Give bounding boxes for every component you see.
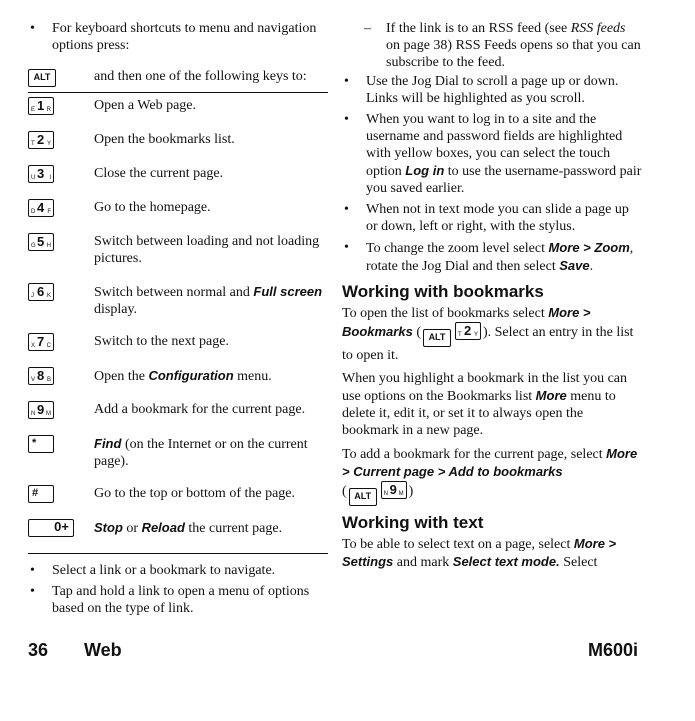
select-text-mode: Select text mode. [452,554,560,569]
stylus-tip: • When not in text mode you can slide a page up or down, left or right, with the stylus. [342,201,642,235]
shortcut-row [28,397,328,431]
key-hash-icon: # [28,485,54,503]
alt-key-icon: ALT [423,329,451,347]
key-9-icon: 9 N M [381,481,407,499]
shortcut-action: Switch between normal and Full screen display. [94,284,323,317]
shortcut-action: Go to the homepage. [94,200,211,215]
right-column [342,20,642,577]
shortcut-row [28,329,328,363]
add-bookmark-path: More > Current page > Add to bookmarks [342,446,638,479]
key-7-icon: 7 X C [28,333,54,351]
shortcut-action: Stop or Reload the current page. [94,515,328,554]
key-1-icon: 1 E R [28,97,54,115]
shortcut-row [28,515,328,554]
key-9-icon: 9 N M [28,401,54,419]
shortcut-action: Open the bookmarks list. [94,132,235,147]
rss-feeds-ref: RSS feeds [570,21,626,36]
text-para: To be able to select text on a page, select More > Settings and mark Select text mode. Select [342,536,617,570]
shortcut-action: Find (on the Internet or on the current page). [94,436,308,469]
shortcut-action: Switch between loading and not loading pictures. [94,234,320,266]
shortcut-row [28,127,328,161]
intro-list [28,20,328,54]
more-menu: More [535,388,567,403]
bookmarks-para-1: To open the list of bookmarks select More > Bookmarks ( ALT 2 T Y ). Select an entry in the list to open it. [342,305,634,363]
nav-list [28,562,328,617]
key-6-icon: 6 J K [28,283,54,301]
shortcut-action: Close the current page. [94,166,224,181]
settings-menu-path: More > Settings [342,536,617,569]
bookmarks-menu-path: More > Bookmarks [342,305,591,339]
save-option: Save [559,258,590,273]
key-8-icon: 8 V B [28,367,54,385]
key-4-icon: 4 D F [28,199,54,217]
shortcut-row [28,481,328,515]
text-heading: Working with text [342,513,484,532]
shortcut-action: Open the Configuration menu. [94,368,272,384]
page-number: 36 [28,640,49,660]
bookmarks-para-3: To add a bookmark for the current page, select More > Current page > Add to bookmarks ( ALT 9 N M ) [342,445,642,506]
shortcut-action: Switch to the next page. [94,334,229,349]
login-tip: • When you want to log in to a site and the username and password fields are highlighted with yellow boxes, you can select the touch option Log in to use the username-password pair you saved earlier. [342,111,642,197]
shortcut-table-intro: and then one of the following keys to: [94,64,328,93]
key-3-icon: 3 U I [28,165,54,183]
shortcut-action: Add a bookmark for the current page. [94,402,306,417]
shortcut-row [28,161,328,195]
intro-bullet: • For keyboard shortcuts to menu and navigation options press: [28,20,328,54]
shortcut-table [28,64,328,554]
menu-option: Stop [94,520,123,535]
shortcut-action: Go to the top or bottom of the page. [94,486,296,501]
menu-option: Full screen [253,284,323,299]
menu-option: Reload [141,520,185,535]
menu-option: Find [94,436,122,451]
shortcut-row [28,279,328,329]
bookmarks-heading: Working with bookmarks [342,282,544,301]
shortcut-action: Open a Web page. [94,98,197,113]
key-0-plus-icon: 0+ [28,519,74,537]
zoom-tip: • To change the zoom level select More > Zoom, rotate the Jog Dial and then select Save. [342,239,642,275]
key-star-icon: * [28,435,54,453]
shortcut-row [28,229,328,279]
login-option: Log in [405,163,445,178]
phone-model: M600i [587,640,638,660]
key-5-icon: 5 G H [28,233,54,251]
rss-dash-item: – If the link is to an RSS feed (see RSS feeds on page 38) RSS Feeds opens so that you can subscribe to the feed. [342,20,642,71]
menu-option: Configuration [148,368,234,383]
left-column [28,20,328,621]
shortcut-table-header [28,64,328,93]
alt-key-icon: ALT [349,488,377,506]
section-name: Web [84,640,122,660]
bookmarks-para-2: When you highlight a bookmark in the list you can use options on the Bookmarks list More menu to delete it, edit it, or set it to always open the bookmark in a new page. [342,371,628,438]
shortcut-rows [28,93,328,554]
nav-bullet: • Select a link or a bookmark to navigate. [28,562,328,579]
shortcut-row [28,363,328,397]
alt-key-icon: ALT [28,69,56,87]
shortcut-row [28,93,328,128]
shortcut-row [28,195,328,229]
zoom-menu-path: More > Zoom [548,240,630,255]
nav-bullet: • Tap and hold a link to open a menu of options based on the type of link. [28,583,328,617]
jog-dial-tip: • Use the Jog Dial to scroll a page up or down. Links will be highlighted as you scroll. [342,73,642,107]
key-2-icon: 2 T Y [28,131,54,149]
browse-tips-list [342,73,642,275]
key-2-icon: 2 T Y [455,322,481,340]
shortcut-row [28,431,328,481]
